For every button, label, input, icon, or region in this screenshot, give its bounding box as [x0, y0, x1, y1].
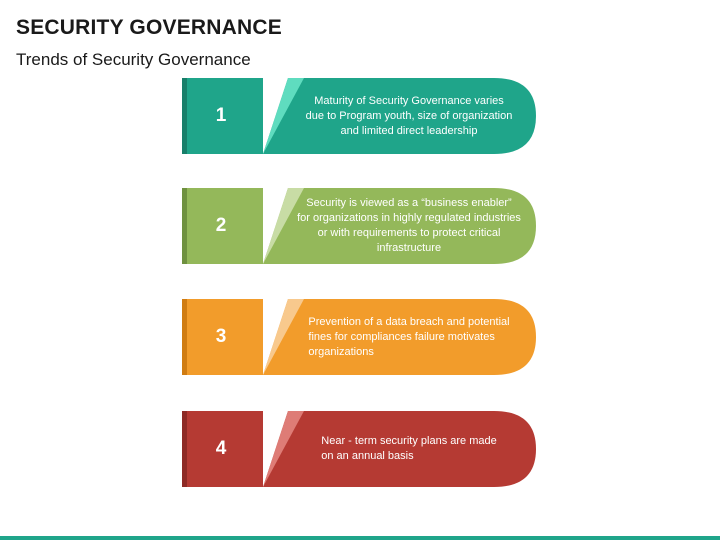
trend-text-1: Maturity of Security Governance varies due to Program youth, size of organization and limited direct leadership [305, 94, 513, 137]
trend-item-4 [182, 411, 536, 487]
trend-number-1: 1 [215, 105, 227, 126]
trend-number-3: 3 [215, 326, 227, 347]
trend-number-4: 4 [215, 438, 227, 459]
trend-number-2: 2 [215, 215, 227, 236]
trend-text-3: Prevention of a data breach and potential fines for compliances failure motivates organizations [308, 315, 510, 358]
trend-text-2: Security is viewed as a “business enabler” for organizations in highly regulated industries or with requirements to protect critical infrastructure [297, 197, 521, 254]
trend-text-4: Near - term security plans are made on an annual basis [321, 435, 497, 462]
trend-item-1 [182, 78, 536, 154]
page-subtitle: Trends of Security Governance [16, 50, 251, 69]
footer-accent-bar [0, 536, 720, 540]
page-title: SECURITY GOVERNANCE [16, 16, 282, 39]
trend-item-2 [182, 188, 536, 264]
trend-item-3 [182, 299, 536, 375]
